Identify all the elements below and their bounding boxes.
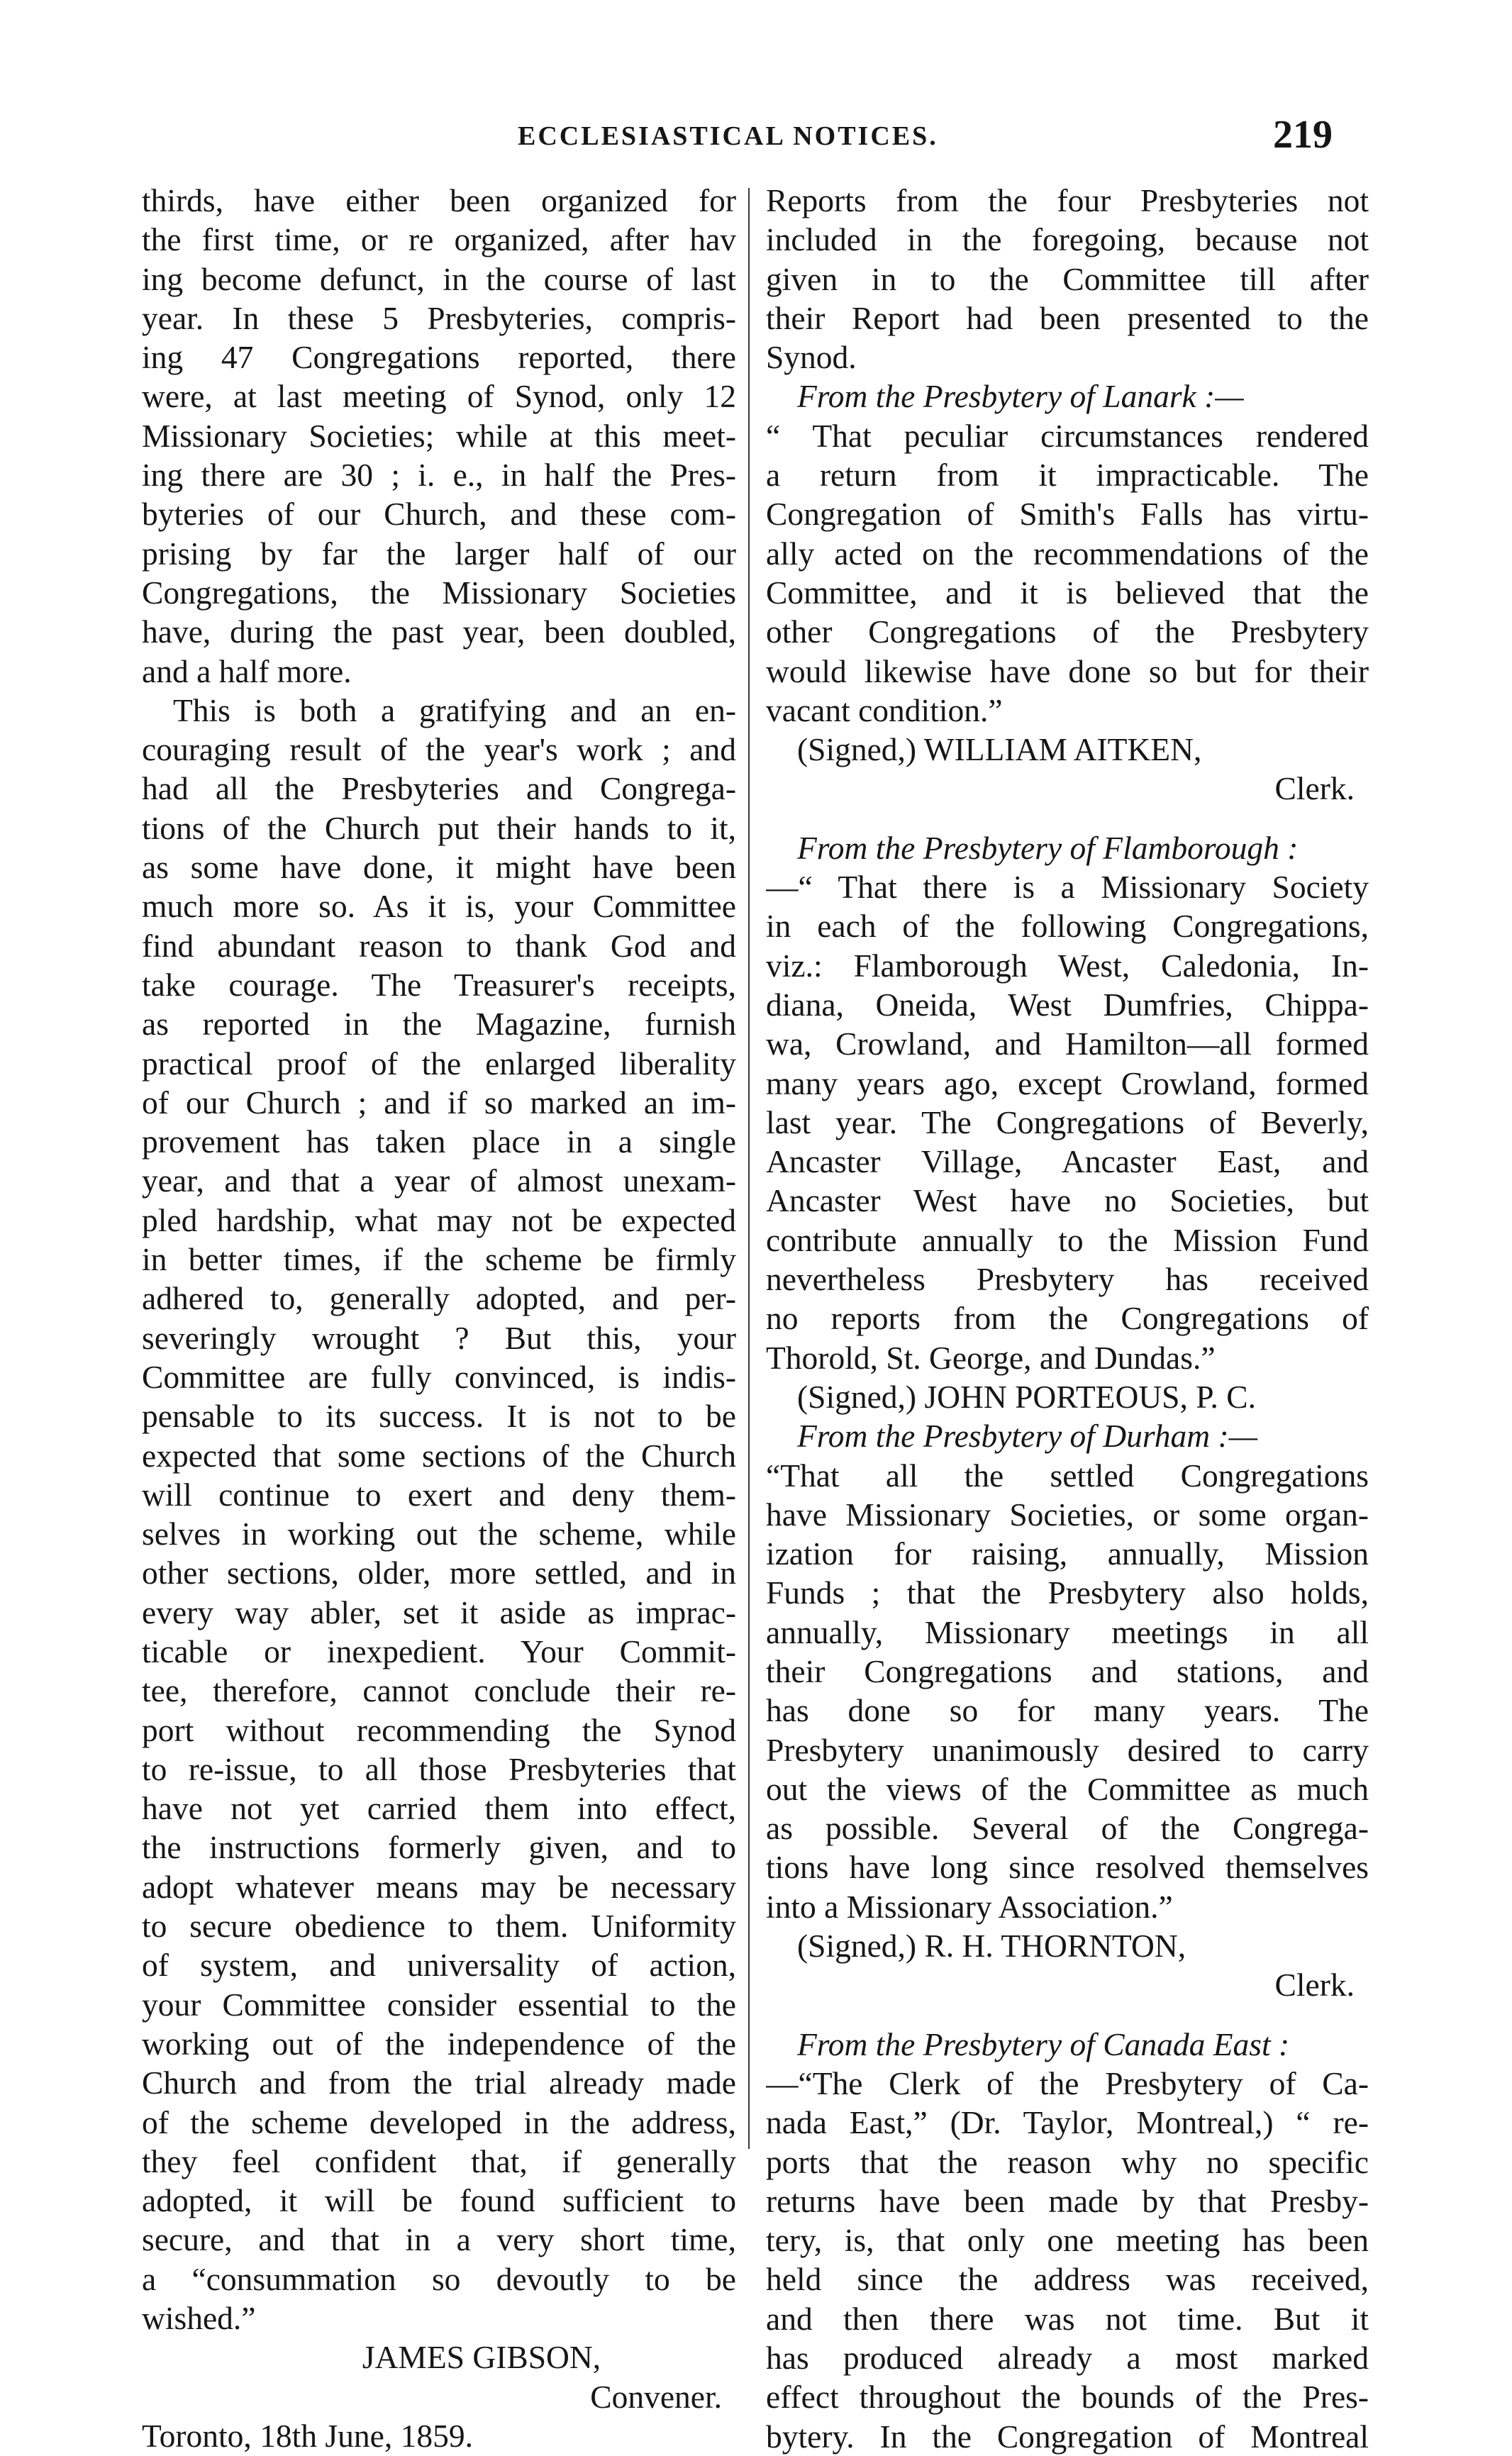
text-line: ing there are 30 ; i. e., in half the Pres-: [142, 457, 736, 494]
text-line: “That all the settled Congregations: [766, 1457, 1369, 1494]
text-line: of the scheme developed in the address,: [142, 2104, 736, 2140]
signature-name: (Signed,) R. H. THORNTON,: [797, 1928, 1186, 1965]
text-line: were, at last meeting of Synod, only 12: [142, 378, 736, 415]
text-line: annually, Missionary meetings in all: [766, 1613, 1369, 1650]
section-heading: [766, 1416, 1369, 1455]
text-line: have Missionary Societies, or some organ-: [766, 1496, 1369, 1533]
text-line: “ That peculiar circumstances rendered: [766, 417, 1369, 454]
text-line: pled hardship, what may not be expected: [142, 1201, 736, 1238]
text-line: year, and that a year of almost unexam-: [142, 1162, 736, 1199]
section-heading: [766, 377, 1369, 416]
text-line: Committee are fully convinced, is indis-: [142, 1358, 736, 1395]
section-heading-text: From the Presbytery of Durham :—: [797, 1418, 1258, 1455]
text-line: secure, and that in a very short time,: [142, 2221, 736, 2258]
text-line: Reports from the four Presbyteries not: [766, 182, 1369, 218]
text-line: in better times, if the scheme be firmly: [142, 1241, 736, 1278]
text-line: every way abler, set it aside as imprac-: [142, 1594, 736, 1630]
text-line: nevertheless Presbytery has received: [766, 1261, 1369, 1298]
text-line: into a Missionary Association.”: [766, 1888, 1173, 1925]
text-line: thirds, have either been organized for: [142, 182, 736, 218]
text-line: in each of the following Congregations,: [766, 908, 1369, 945]
text-line: will continue to exert and deny them-: [142, 1476, 736, 1513]
text-line: tions have long since resolved themselves: [766, 1849, 1369, 1886]
text-line: wished.”: [142, 2300, 256, 2337]
text-line: last year. The Congregations of Beverly,: [766, 1104, 1369, 1140]
left-column: [142, 181, 736, 2455]
text-line: ticable or inexpedient. Your Commit-: [142, 1633, 736, 1669]
signature-name: (Signed,) JOHN PORTEOUS, P. C.: [797, 1378, 1256, 1415]
section-heading: [766, 2025, 1369, 2064]
text-line: many years ago, except Crowland, formed: [766, 1065, 1369, 1101]
text-line: ing become defunct, in the course of last: [142, 260, 736, 297]
text-line: expected that some sections of the Church: [142, 1437, 736, 1474]
text-line: severingly wrought ? But this, your: [142, 1319, 736, 1356]
section-heading-text: From the Presbytery of Canada East :: [797, 2026, 1290, 2062]
text-line: other sections, older, more settled, and in: [142, 1555, 736, 1591]
text-line: diana, Oneida, West Dumfries, Chippa-: [766, 986, 1369, 1023]
text-line: of our Church ; and if so marked an im-: [142, 1084, 736, 1121]
text-line: to secure obedience to them. Uniformity: [142, 1908, 736, 1945]
text-line: adhered to, generally adopted, and per-: [142, 1280, 736, 1317]
section-heading: [766, 828, 1369, 867]
text-line: given in to the Committee till after: [766, 260, 1369, 297]
text-line: ization for raising, annually, Mission: [766, 1535, 1369, 1572]
text-line: bytery. In the Congregation of Montreal: [766, 2418, 1369, 2455]
text-line: Synod.: [766, 339, 857, 376]
text-line: your Committee consider essential to the: [142, 1986, 736, 2023]
text-line: pensable to its success. It is not to be: [142, 1398, 736, 1435]
text-line: tions of the Church put their hands to it,: [142, 809, 736, 846]
text-line: provement has taken place in a single: [142, 1123, 736, 1160]
text-line: Congregations, the Missionary Societies: [142, 574, 736, 611]
running-header: [0, 106, 1512, 170]
text-line: no reports from the Congregations of: [766, 1300, 1369, 1337]
text-line: adopted, it will be found sufficient to: [142, 2182, 736, 2219]
text-line: their Report had been presented to the: [766, 299, 1369, 336]
text-line: adopt whatever means may be necessary: [142, 1868, 736, 1905]
text-line: find abundant reason to thank God and: [142, 927, 736, 964]
text-line: the first time, or re organized, after hav: [142, 221, 736, 258]
spacer: [766, 2005, 1369, 2025]
text-line: prising by far the larger half of our: [142, 535, 736, 572]
text-line: byteries of our Church, and these com-: [142, 496, 736, 533]
text-line: a return from it impracticable. The: [766, 457, 1369, 494]
text-line: —“ That there is a Missionary Society: [766, 869, 1369, 906]
text-line: viz.: Flamborough West, Caledonia, In-: [766, 947, 1369, 984]
spacer: [766, 809, 1369, 828]
text-line: effect throughout the bounds of the Pres-: [766, 2379, 1369, 2416]
text-line: tee, therefore, cannot conclude their re-: [142, 1672, 736, 1709]
text-line: selves in working out the scheme, while: [142, 1516, 736, 1552]
text-line: much more so. As it is, your Committee: [142, 888, 736, 925]
text-line: Thorold, St. George, and Dundas.”: [766, 1339, 1216, 1376]
text-line: This is both a gratifying and an en-: [173, 691, 736, 728]
signature-name: (Signed,) WILLIAM AITKEN,: [797, 731, 1202, 768]
signature-role: Clerk.: [1274, 1967, 1355, 2004]
text-line: other Congregations of the Presbytery: [766, 613, 1369, 650]
text-line: had all the Presbyteries and Congrega-: [142, 770, 736, 807]
text-line: year. In these 5 Presbyteries, compris-: [142, 299, 736, 336]
text-line: the instructions formerly given, and to: [142, 1829, 736, 1866]
text-line: as some have done, it might have been: [142, 849, 736, 886]
text-line: wa, Crowland, and Hamilton—all formed: [766, 1026, 1369, 1062]
text-line: their Congregations and stations, and: [766, 1652, 1369, 1689]
text-line: Ancaster Village, Ancaster East, and: [766, 1143, 1369, 1180]
text-line: practical proof of the enlarged liberality: [142, 1045, 736, 1082]
text-line: ing 47 Congregations reported, there: [142, 339, 736, 376]
text-line: Church and from the trial already made: [142, 2065, 736, 2101]
text-line: Committee, and it is believed that the: [766, 574, 1369, 611]
page-title: ECCLESIASTICAL NOTICES.: [518, 121, 938, 151]
text-line: they feel confident that, if generally: [142, 2143, 736, 2179]
text-line: couraging result of the year's work ; and: [142, 731, 736, 768]
text-line: returns have been made by that Presby-: [766, 2182, 1369, 2219]
text-line: would likewise have done so but for their: [766, 652, 1369, 689]
text-line: has produced already a most marked: [766, 2340, 1369, 2377]
text-line: Presbytery unanimously desired to carry: [766, 1731, 1369, 1768]
text-line: —“The Clerk of the Presbytery of Ca-: [766, 2065, 1369, 2101]
text-line: to re-issue, to all those Presbyteries that: [142, 1750, 736, 1787]
text-line: of system, and universality of action,: [142, 1947, 736, 1984]
text-line: have not yet carried them into effect,: [142, 1790, 736, 1827]
section-heading-text: From the Presbytery of Lanark :—: [797, 378, 1244, 415]
text-line: have, during the past year, been doubled,: [142, 613, 736, 650]
text-line: Ancaster West have no Societies, but: [766, 1182, 1369, 1219]
text-line: tery, is, that only one meeting has been: [766, 2222, 1369, 2259]
text-line: ally acted on the recommendations of the: [766, 535, 1369, 572]
text-line: working out of the independence of the: [142, 2025, 736, 2062]
text-line: included in the foregoing, because not: [766, 221, 1369, 258]
dateline: Toronto, 18th June, 1859.: [142, 2417, 473, 2454]
text-line: Missionary Societies; while at this meet-: [142, 417, 736, 454]
text-line: as reported in the Magazine, furnish: [142, 1006, 736, 1043]
column-divider: [748, 188, 750, 2149]
signature-role: Clerk.: [1274, 770, 1355, 807]
text-line: take courage. The Treasurer's receipts,: [142, 966, 736, 1003]
text-line: a “consummation so devoutly to be: [142, 2260, 736, 2297]
text-line: nada East,” (Dr. Taylor, Montreal,) “ re-: [766, 2104, 1369, 2141]
text-line: vacant condition.”: [766, 691, 1003, 728]
right-column: [766, 181, 1369, 2456]
page-number: 219: [1273, 113, 1333, 157]
text-line: Congregation of Smith's Falls has virtu-: [766, 496, 1369, 533]
text-line: out the views of the Committee as much: [766, 1770, 1369, 1807]
signature-role: Convener.: [590, 2378, 722, 2415]
text-line: held since the address was received,: [766, 2261, 1369, 2298]
signature-name: JAMES GIBSON,: [362, 2339, 601, 2376]
section-heading-text: From the Presbytery of Flamborough :: [797, 829, 1299, 866]
text-line: Funds ; that the Presbytery also holds,: [766, 1574, 1369, 1611]
text-line: and then there was not time. But it: [766, 2300, 1369, 2337]
text-line: has done so for many years. The: [766, 1692, 1369, 1729]
text-line: contribute annually to the Mission Fund: [766, 1221, 1369, 1258]
text-line: port without recommending the Synod: [142, 1711, 736, 1748]
text-line: as possible. Several of the Congrega-: [766, 1810, 1369, 1847]
text-line: ports that the reason why no specific: [766, 2143, 1369, 2180]
text-line: and a half more.: [142, 652, 352, 689]
